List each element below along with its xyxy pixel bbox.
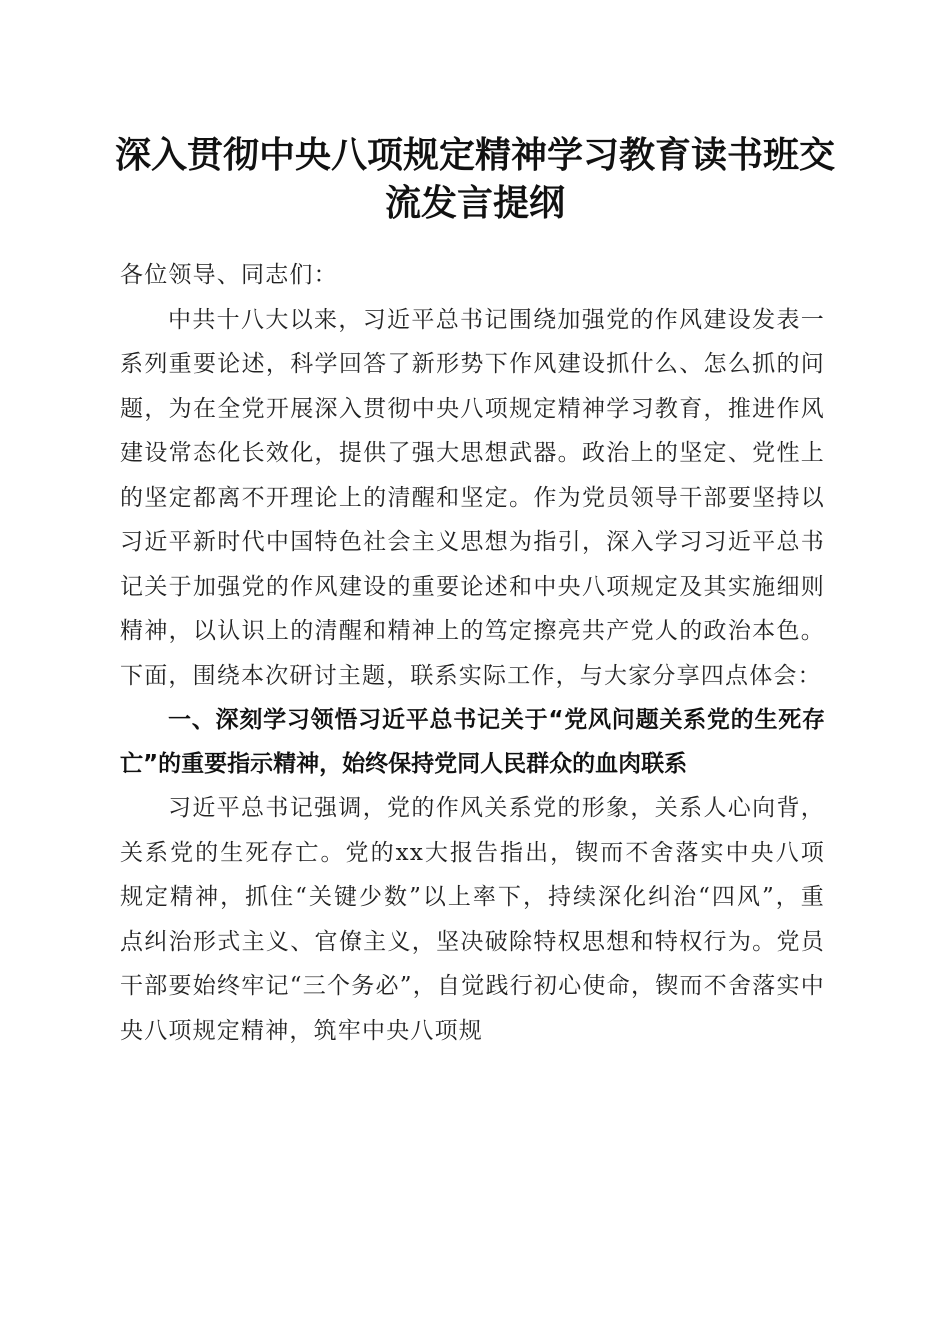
section-paragraph-1: 习近平总书记强调，党的作风关系党的形象，关系人心向背，关系党的生死存亡。党的xx大报告指出，锲而不舍落实中央八项规定精神，抓住“关键少数”以上率下，持续深化纠治“四风”，重点纠治形式主义、官僚主义，坚决破除特权思想和特权行为。党员干部要始终牢记“三个务必”，自觉践行初心使命，锲而不舍落实中央八项规定精神，筑牢中央八项规 — [120, 795, 825, 1044]
intro-paragraph: 中共十八大以来，习近平总书记围绕加强党的作风建设发表一系列重要论述，科学回答了新形势下作风建设抓什么、怎么抓的问题，为在全党开展深入贯彻中央八项规定精神学习教育，推进作风建设常态化长效化，提供了强大思想武器。政治上的坚定、党性上的坚定都离不开理论上的清醒和坚定。作为党员领导干部要坚持以习近平新时代中国特色社会主义思想为指引，深入学习习近平总书记关于加强党的作风建设的重要论述和中央八项规定及其实施细则精神，以认识上的清醒和精神上的笃定擦亮共产党人的政治本色。下面，围绕本次研讨主题，联系实际工作，与大家分享四点体会： — [120, 306, 825, 689]
section-heading-1: 一、深刻学习领悟习近平总书记关于“党风问题关系党的生死存亡”的重要指示精神，始终保持党同人民群众的血肉联系 — [120, 707, 825, 777]
document-title: 深入贯彻中央八项规定精神学习教育读书班交流发言提纲 — [114, 135, 835, 224]
document-body — [120, 253, 825, 1053]
salutation: 各位领导、同志们： — [120, 262, 338, 288]
